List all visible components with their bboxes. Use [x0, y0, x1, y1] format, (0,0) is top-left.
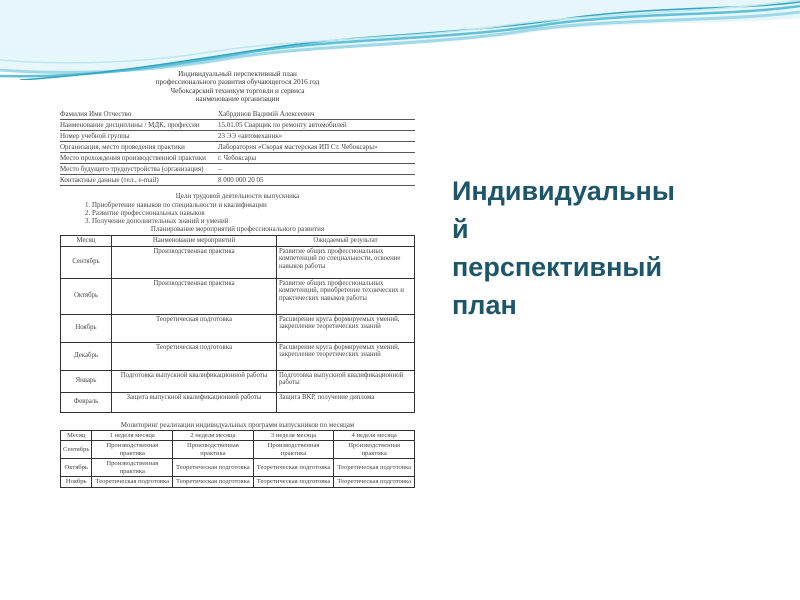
info-value: Хабрдинов Вадимій Алексеевич	[218, 110, 315, 119]
schedule-cell: Теоретическая подготовка	[173, 477, 254, 488]
plan-header-cell: Ожидаемый результат	[277, 235, 415, 246]
plan-result: Подготовка выпускной квалификационной работы	[277, 370, 415, 392]
plan-row	[61, 370, 415, 392]
plan-table	[60, 235, 415, 413]
info-row	[60, 175, 415, 186]
plan-result: Развитие общих профессиональных компетенций по специальности, освоение навыков работы	[277, 246, 415, 278]
info-key: Организация, место проведения практики	[60, 143, 185, 152]
plan-activity: Производственная практика	[112, 246, 277, 278]
plan-result: Защита ВКР, получение диплома	[277, 392, 415, 412]
info-key: Фамилия Имя Отчество	[60, 110, 132, 119]
plan-row	[61, 392, 415, 412]
schedule-cell: Ноябрь	[61, 477, 92, 488]
info-row	[60, 153, 415, 164]
schedule-cell: Теоретическая подготовка	[253, 459, 334, 477]
slide-title	[452, 172, 752, 324]
info-value: г. Чебоксары	[218, 154, 257, 163]
info-value: –	[218, 165, 222, 174]
title-line: й	[452, 214, 469, 244]
schedule-row	[61, 459, 415, 477]
info-key: Место будущего трудоустройства (организация)	[60, 165, 204, 174]
document-header	[60, 70, 415, 103]
schedule-cell: Производственная практика	[173, 441, 254, 459]
title-line: Индивидуальны	[452, 176, 675, 206]
info-key: Контактные данные (тел., e-mail)	[60, 176, 159, 185]
info-key: Наименование дисциплины / МДК, профессии	[60, 121, 200, 130]
schedule-row	[61, 477, 415, 488]
plan-activity: Производственная практика	[112, 278, 277, 314]
goal-item: 3. Получение дополнительных знаний и умений	[92, 217, 415, 225]
plan-header-row	[61, 235, 415, 246]
info-value: 23 ЭЭ «автомеханик»	[218, 132, 283, 141]
info-row	[60, 120, 415, 131]
goals-list	[60, 201, 415, 225]
goals-subtitle: Планирование мероприятий профессионального развития	[150, 224, 325, 233]
schedule-header-cell: Месяц	[61, 430, 92, 441]
schedule-row	[61, 441, 415, 459]
info-row	[60, 142, 415, 153]
info-value: Лаборатория «Скорая мастерская ИП Ст. Чебоксары»	[218, 143, 378, 152]
doc-subtitle: профессионального развития обучающегося 2016 год	[155, 78, 320, 87]
goals-block	[60, 192, 415, 232]
plan-month: Октябрь	[61, 278, 112, 314]
schedule-cell: Производственная практика	[253, 441, 334, 459]
schedule-header-cell: 1 неделя месяца	[92, 430, 173, 441]
plan-activity: Защита выпускной квалификационной работы	[112, 392, 277, 412]
plan-month: Декабрь	[61, 342, 112, 370]
schedule-cell: Производственная практика	[92, 441, 173, 459]
schedule-cell: Октябрь	[61, 459, 92, 477]
schedule-cell: Теоретическая подготовка	[173, 459, 254, 477]
info-block	[60, 109, 415, 186]
plan-row	[61, 246, 415, 278]
goal-item: 2. Развитие профессиональных навыков	[92, 209, 415, 217]
plan-row	[61, 278, 415, 314]
schedule-table	[60, 430, 415, 488]
plan-row	[61, 314, 415, 342]
plan-header-cell: Наименование мероприятий	[112, 235, 277, 246]
plan-result: Расширение круга формируемых умений, закрепление теоретических знаний	[277, 342, 415, 370]
schedule-cell: Сентябрь	[61, 441, 92, 459]
plan-activity: Теоретическая подготовка	[112, 314, 277, 342]
document-image	[60, 70, 415, 560]
plan-activity: Подготовка выпускной квалификационной работы	[112, 370, 277, 392]
info-row	[60, 109, 415, 120]
title-line: перспективный	[452, 252, 663, 282]
plan-result: Развитие общих профессиональных компетенций, приобретение технических и практических навыков работы	[277, 278, 415, 314]
doc-title: Индивидуальный перспективный план	[178, 70, 297, 78]
plan-result: Расширение круга формируемых умений, закрепление теоретических знаний	[277, 314, 415, 342]
plan-month: Ноябрь	[61, 314, 112, 342]
info-row	[60, 131, 415, 142]
goals-title: Цели трудовой деятельности выпускника	[175, 192, 300, 201]
schedule-header-cell: 3 неделя месяца	[253, 430, 334, 441]
schedule-title: Мониторинг реализации индивидуальных программ выпускников по месяцам	[120, 420, 355, 429]
plan-row	[61, 342, 415, 370]
schedule-header-row	[61, 430, 415, 441]
doc-organization: Чебоксарский техникум торговли и сервиса	[170, 86, 305, 95]
schedule-cell: Теоретическая подготовка	[92, 477, 173, 488]
decorative-wave-header	[0, 0, 800, 80]
schedule-cell: Производственная практика	[92, 459, 173, 477]
schedule-header-cell: 2 неделя месяца	[173, 430, 254, 441]
info-key: Место прохождения производственной практики	[60, 154, 206, 163]
plan-header-cell: Месяц	[61, 235, 112, 246]
info-value: 8 000 000 20 05	[218, 176, 264, 185]
schedule-cell: Теоретическая подготовка	[253, 477, 334, 488]
plan-month: Январь	[61, 370, 112, 392]
goal-item: 1. Приобретение навыков по специальности и квалификации	[92, 201, 415, 209]
plan-month: Сентябрь	[61, 246, 112, 278]
schedule-cell: Производственная практика	[334, 441, 415, 459]
info-row	[60, 164, 415, 175]
info-value: 15.01.05 Сварщик по ремонту автомобилей	[218, 121, 347, 130]
plan-month: Февраль	[61, 392, 112, 412]
schedule-header-cell: 4 неделя месяца	[334, 430, 415, 441]
plan-activity: Теоретическая подготовка	[112, 342, 277, 370]
schedule-cell: Теоретическая подготовка	[334, 459, 415, 477]
doc-organization-caption: наименование организации	[195, 94, 280, 103]
schedule-cell: Теоретическая подготовка	[334, 477, 415, 488]
title-line: план	[452, 290, 517, 320]
info-key: Номер учебной группы	[60, 132, 130, 141]
